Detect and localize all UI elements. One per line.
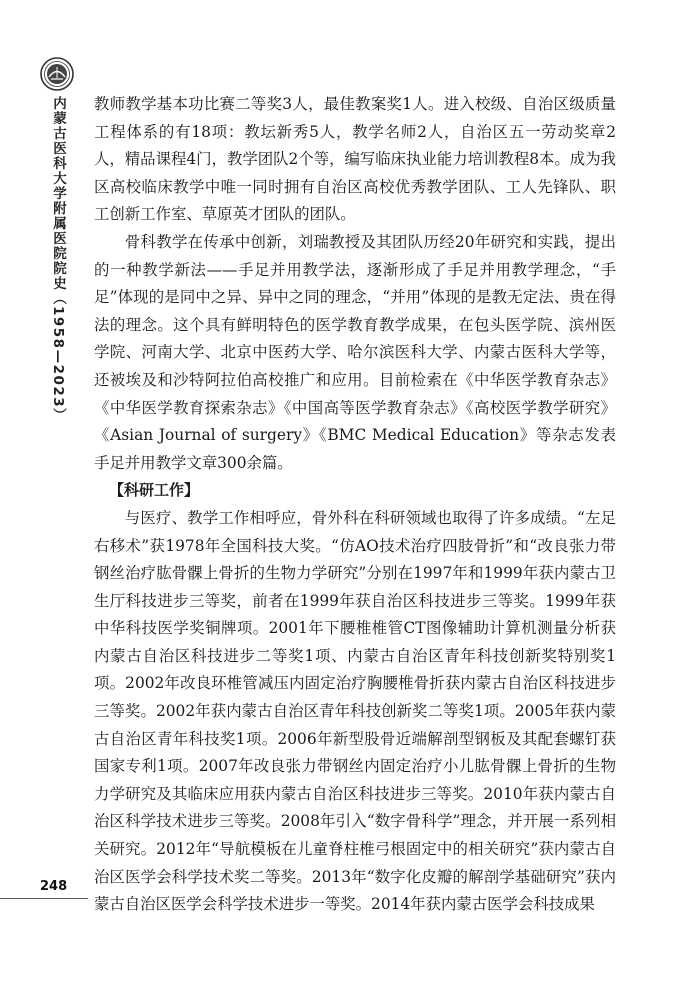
page-number: 248 [40,879,68,894]
running-title: 内蒙古医科大学附属医院院史（1958—2023） [50,96,66,424]
main-text [94,91,616,919]
paragraph: 教师教学基本功比赛二等奖3人，最佳教案奖1人。进入校级、自治区级质量工程体系的有18项：教坛新秀5人，教学名师2人，自治区五一劳动奖章2人，精品课程4门，教学团队2个等，编写临床执业能力培训教程8本。成为我区高校临床教学中唯一同时拥有自治区高校优秀教学团队、工人先锋队、职工创新工作室、草原英才团队的团队。 [94,95,616,224]
page-number-rule [0,898,88,899]
university-seal-icon [40,57,74,91]
paragraph: 骨科教学在传承中创新，刘瑞教授及其团队历经20年研究和实践，提出的一种教学新法——手足并用教学法，逐渐形成了手足并用教学理念，“手足”体现的是同中之异、异中之同的理念，“并用”体现的是教无定法、贵在得法的理念。这个具有鲜明特色的医学教育教学成果，在包头医学院、滨州医学院、河南大学、北京中医药大学、哈尔滨医科大学、内蒙古医科大学等，还被埃及和沙特阿拉伯高校推广和应用。目前检索在《中华医学教育杂志》《中华医学教育探索杂志》《中国高等医学教育杂志》《高校医学教学研究》《Asian Journal of surgery》《BMC Medical Education》等杂志发表手足并用教学文章300余篇。 [94,232,616,472]
section-heading: 【科研工作】 [109,481,200,500]
paragraph: 与医疗、教学工作相呼应，骨外科在科研领域也取得了许多成绩。“左足右移术”获1978年全国科技大奖。“仿AO技术治疗四肢骨折”和“改良张力带钢丝治疗肱骨髁上骨折的生物力学研究”分别在1997年和1999年获内蒙古卫生厅科技进步三等奖，前者在1999年获自治区科技进步三等奖。1999年获中华科技医学奖铜牌项。2001年下腰椎椎管CT图像辅助计算机测量分析获内蒙古自治区科技进步二等奖1项、内蒙古自治区青年科技创新奖特别奖1项。2002年改良环椎管减压内固定治疗胸腰椎骨折获内蒙古自治区科技进步三等奖。2002年获内蒙古自治区青年科技创新奖二等奖1项。2005年获内蒙古自治区青年科技奖1项。2006年新型股骨近端解剖型钢板及其配套螺钉获国家专利1项。2007年改良张力带钢丝内固定治疗小儿肱骨髁上骨折的生物力学研究及其临床应用获内蒙古自治区科技进步三等奖。2010年获内蒙古自治区科学技术进步三等奖。2008年引入“数字骨科学”理念，并开展一系列相关研究。2012年“导航模板在儿童脊柱椎弓根固定中的相关研究”获内蒙古自治区医学会科学技术奖二等奖。2013年“数字化皮瓣的解剖学基础研究”获内蒙古自治区医学会科学技术进步一等奖。2014年获内蒙古医学会科技成果 [94,508,616,914]
